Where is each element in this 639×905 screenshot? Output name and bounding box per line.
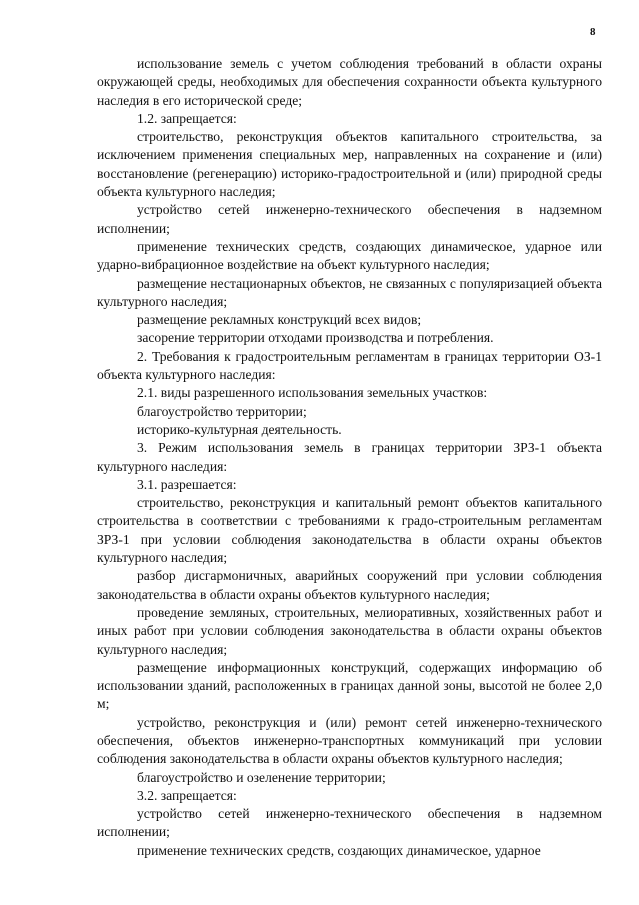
paragraph-land-use-env: использование земель с учетом соблюдения требований в области охраны окружающей среды, необходимых для обеспечения сохранности объекта культурного наследия в его исторической среде;	[97, 56, 602, 108]
paragraph-3-1-allowed-heading: 3.1. разрешается:	[137, 476, 237, 492]
paragraph-2-1-permitted-uses: 2.1. виды разрешенного использования земельных участков:	[137, 385, 488, 401]
paragraph-construction-allowed: строительство, реконструкция и капитальный ремонт объектов капитального строительства в соответствии с требованиями к градо-строительным регламентам ЗРЗ-1 при условии соблюдения законодательства в области охраны объектов культурного наследия;	[97, 495, 602, 566]
paragraph-overhead-networks-2: устройство сетей инженерно-технического обеспечения в надземном исполнении;	[97, 806, 602, 840]
page-number: 8	[590, 26, 596, 38]
paragraph-networks-repair: устройство, реконструкция и (или) ремонт сетей инженерно-технического обеспечения, объектов инженерно-транспортных коммуникаций при условии соблюдения законодательства в области охраны объектов культурного наследия;	[97, 714, 602, 767]
paragraph-3-2-prohibited-heading: 3.2. запрещается:	[137, 787, 237, 803]
paragraph-3-land-use-regime: 3. Режим использования земель в границах территории ЗРЗ-1 объекта культурного наследия:	[97, 440, 602, 474]
paragraph-demolition: разбор дисгармоничных, аварийных сооружений при условии соблюдения законодательства в области охраны объектов культурного наследия;	[97, 568, 602, 602]
paragraph-construction-prohibited: строительство, реконструкция объектов капитального строительства, за исключением применения специальных мер, направленных на сохранение и (или) восстановление (регенерацию) историко-градостроительной и (или) природной среды объекта культурного наследия;	[97, 129, 602, 200]
paragraph-overhead-networks: устройство сетей инженерно-технического обеспечения в надземном исполнении;	[97, 202, 602, 236]
paragraph-littering: засорение территории отходами производства и потребления.	[137, 330, 494, 346]
paragraph-landscaping: благоустройство территории;	[137, 403, 307, 419]
paragraph-landscaping-greening: благоустройство и озеленение территории;	[137, 769, 386, 785]
paragraph-1-2-prohibited-heading: 1.2. запрещается:	[137, 110, 237, 126]
paragraph-nonstationary-objects: размещение нестационарных объектов, не связанных с популяризацией объекта культурного наследия;	[97, 275, 602, 309]
paragraph-info-structures: размещение информационных конструкций, содержащих информацию об использовании зданий, расположенных в границах данной зоны, высотой не более 2,0 м;	[97, 659, 602, 712]
paragraph-2-requirements: 2. Требования к градостроительным регламентам в границах территории ОЗ-1 объекта культурного наследия:	[97, 348, 602, 383]
paragraph-dynamic-impact: применение технических средств, создающих динамическое, ударное или ударно-вибрационное воздействие на объект культурного наследия;	[97, 238, 602, 273]
paragraph-earthworks: проведение земляных, строительных, мелиоративных, хозяйственных работ и иных работ при условии соблюдения законодательства в области охраны объектов культурного наследия;	[97, 604, 602, 657]
paragraph-historical-cultural: историко-культурная деятельность.	[137, 421, 342, 437]
paragraph-dynamic-impact-2: применение технических средств, создающих динамическое, ударное	[137, 842, 541, 858]
paragraph-advertising: размещение рекламных конструкций всех видов;	[137, 312, 422, 328]
document-body	[97, 55, 602, 860]
